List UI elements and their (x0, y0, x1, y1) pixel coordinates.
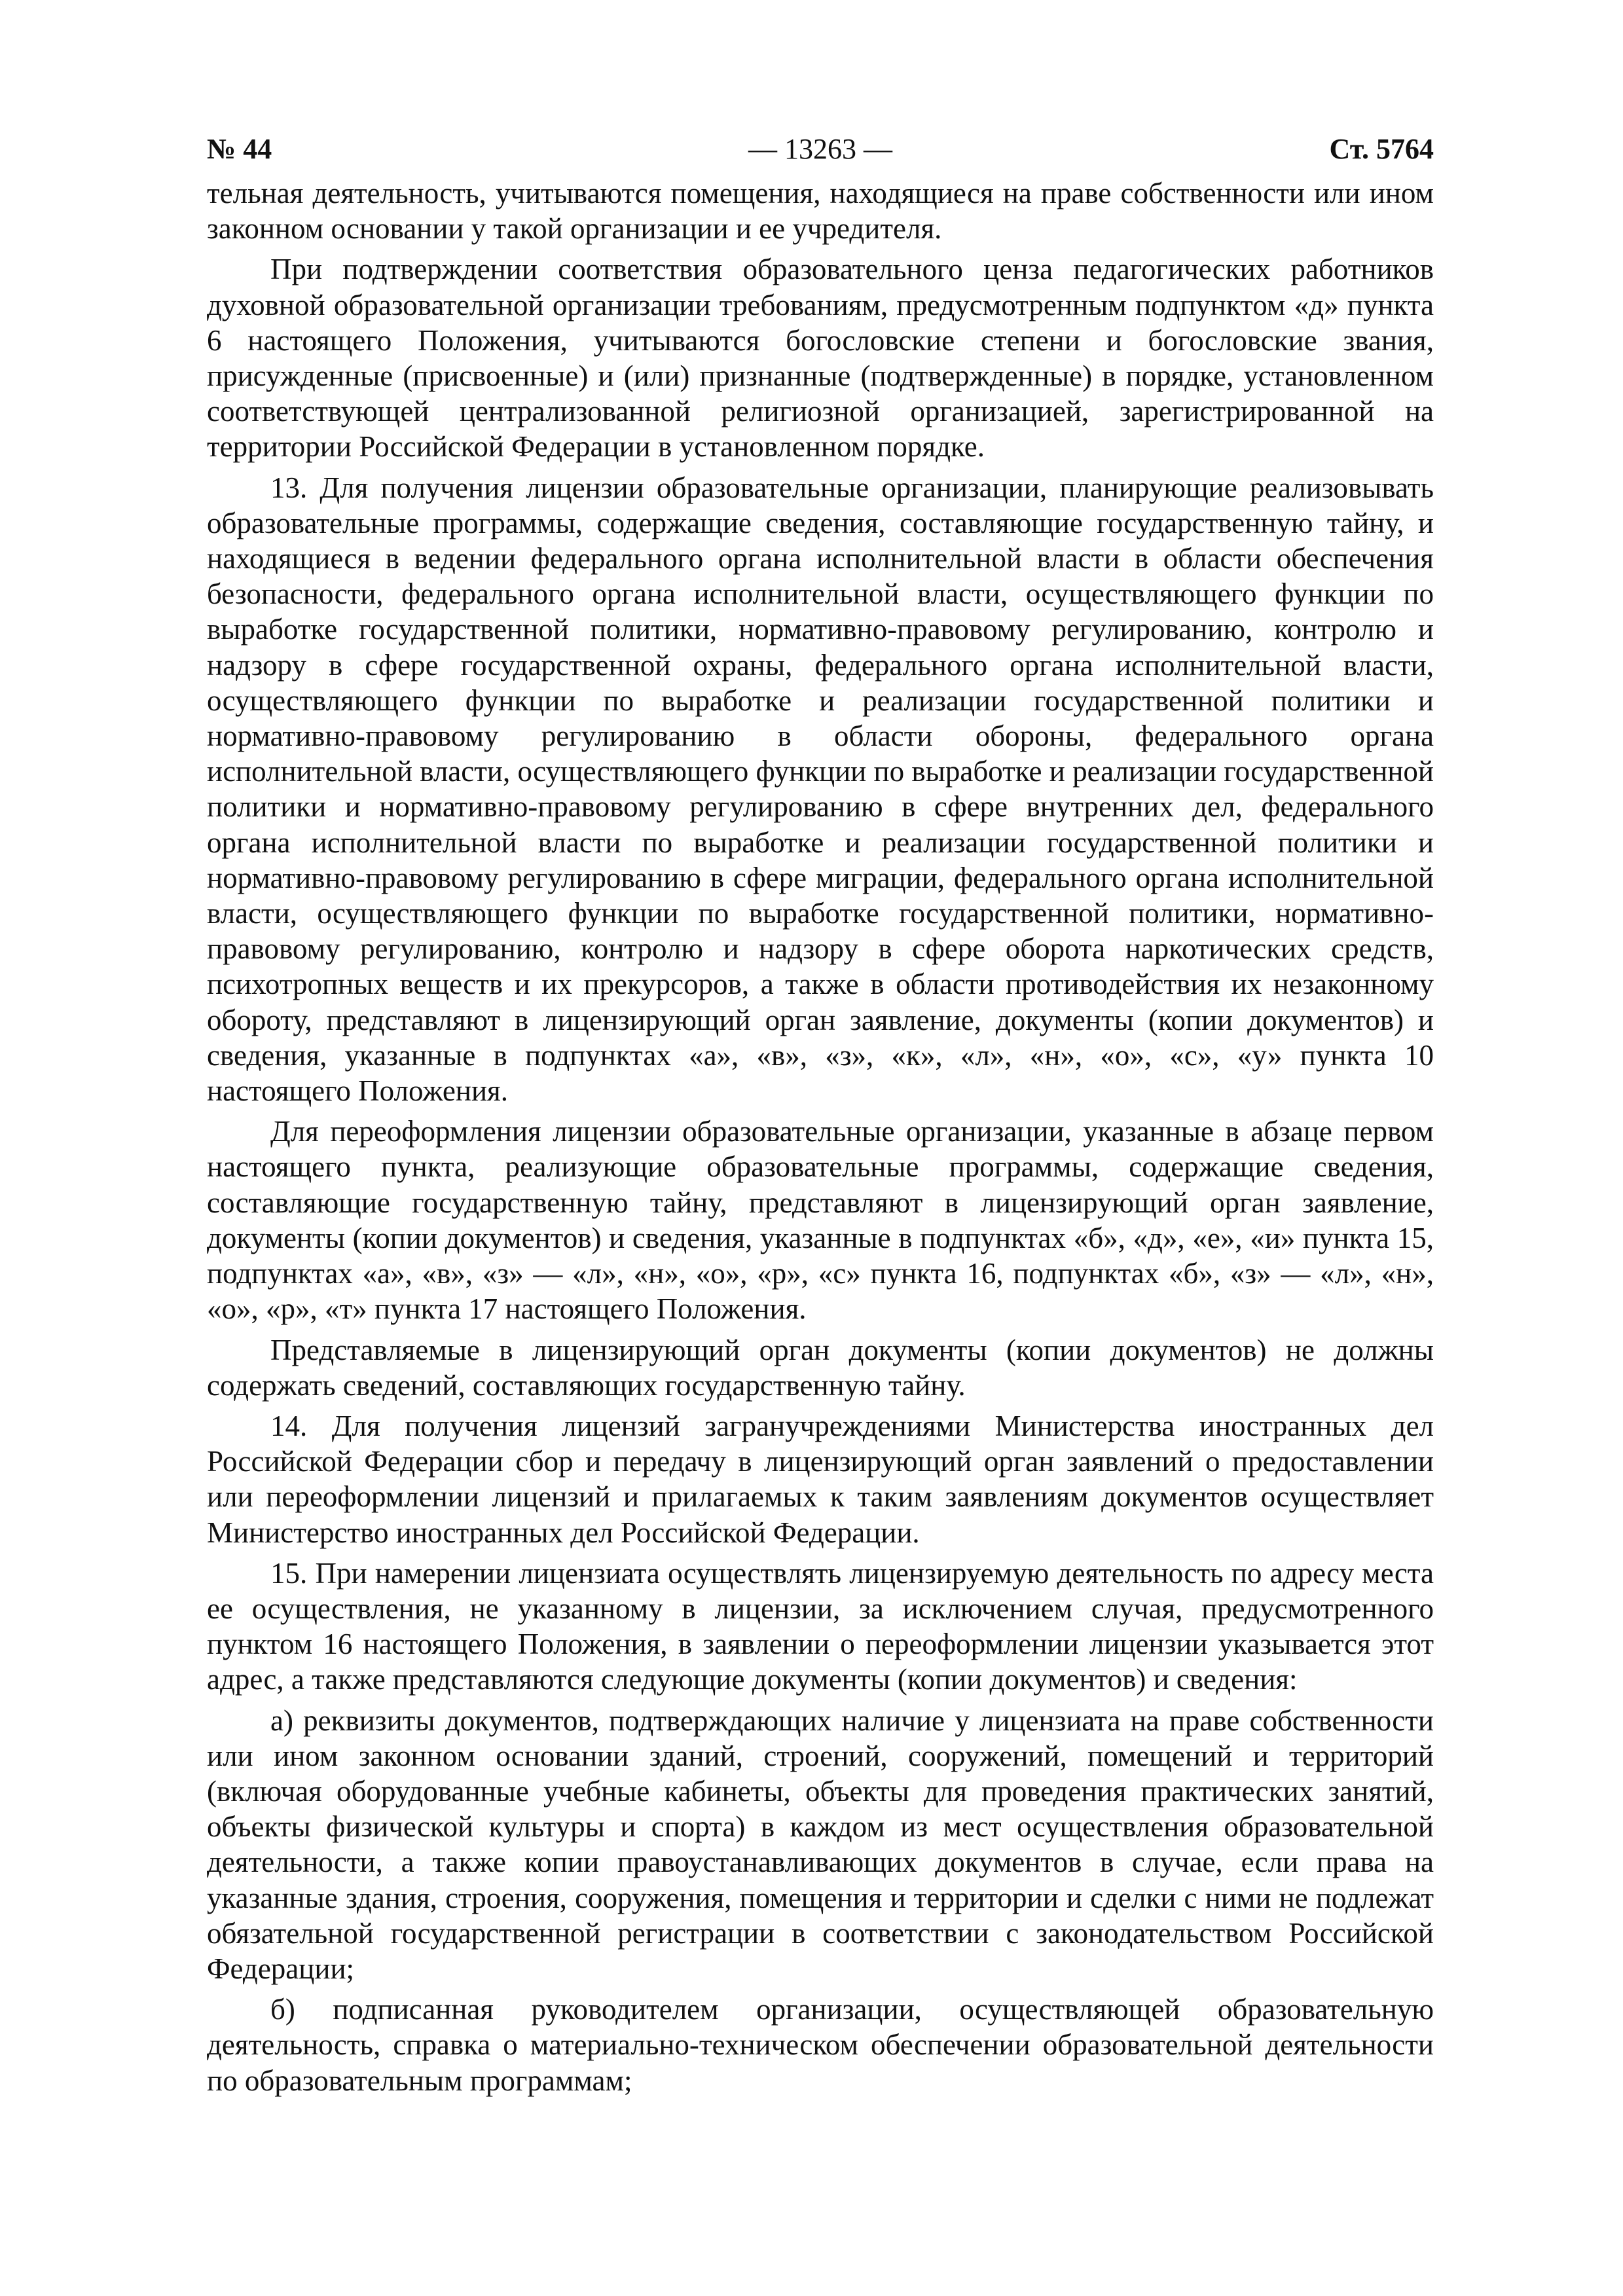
paragraph-continuation: тельная деятельность, учитываются помещения, находящиеся на праве собственности или ином законном основании у такой организации и ее учредителя. (207, 177, 1434, 246)
paragraph: При подтверждении соответствия образовательного ценза педагогических работников духовной образовательной организации требованиям, предусмотренным подпунктом «д» пункта 6 настоящего Положения, учитываются богословские степени и богословские звания, присужденные (присвоенные) и (или) признанные (подтвержденные) в порядке, установленном соответствующей централизованной религиозной организацией, зарегистрированной на территории Российской Федерации в установленном порядке. (207, 253, 1434, 464)
subitem-b: б) подписанная руководителем организации, осуществляющей образовательную деятельность, справка о материально-техническом обеспечении образовательной деятельности по образовательным программам; (207, 1993, 1434, 2097)
page-header (207, 130, 1434, 169)
paragraph-item-15: 15. При намерении лицензиата осуществлять лицензируемую деятельность по адресу места ее осуществления, не указанному в лицензии, за исключением случая, предусмотренного пунктом 16 настоящего Положения, в заявлении о переоформлении лицензии указывается этот адрес, а также представляются следующие документы (копии документов) и сведения: (207, 1556, 1434, 1696)
page-number: — 13263 — (748, 133, 892, 165)
issue-number: № 44 (207, 133, 272, 165)
paragraph-item-13: 13. Для получения лицензии образовательные организации, планирующие реализовывать образовательные программы, содержащие сведения, составляющие государственную тайну, и находящиеся в ведении федерального органа исполнительной власти в области обеспечения безопасности, федерального органа исполнительной власти, осуществляющего функции по выработке государственной политики, нормативно-правовому регулированию, контролю и надзору в сфере государственной охраны, федерального органа исполнительной власти, осуществляющего функции по выработке и реализации государственной политики и нормативно-правовому регулированию в области обороны, федерального органа исполнительной власти, осуществляющего функции по выработке и реализации государственной политики и нормативно-правовому регулированию в сфере внутренних дел, федерального органа исполнительной власти по выработке и реализации государственной политики и нормативно-правовому регулированию в сфере миграции, федерального органа исполнительной власти, осуществляющего функции по выработке государственной политики, нормативно-правовому регулированию, контролю и надзору в сфере оборота наркотических средств, психотропных веществ и их прекурсоров, а также в области противодействия их незаконному обороту, представляют в лицензирующий орган заявление, документы (копии документов) и сведения, указанные в подпунктах «а», «в», «з», «к», «л», «н», «о», «с», «у» пункта 10 настоящего Положения. (207, 471, 1434, 1108)
paragraph-item-14: 14. Для получения лицензий загранучреждениями Министерства иностранных дел Российской Федерации сбор и передачу в лицензирующий орган заявлений о предоставлении или переоформлении лицензий и прилагаемых к таким заявлениям документов осуществляет Министерство иностранных дел Российской Федерации. (207, 1409, 1434, 1549)
document-body (207, 175, 1434, 2098)
paragraph: Представляемые в лицензирующий орган документы (копии документов) не должны содержать сведений, составляющих государственную тайну. (207, 1333, 1434, 1402)
article-number: Ст. 5764 (1329, 133, 1434, 165)
subitem-a: а) реквизиты документов, подтверждающих наличие у лицензиата на праве собственности или ином законном основании зданий, строений, сооружений, помещений и территорий (включая оборудованные учебные кабинеты, объекты для проведения практических занятий, объекты физической культуры и спорта) в каждом из мест осуществления образовательной деятельности, а также копии правоустанавливающих документов в случае, если права на указанные здания, строения, сооружения, помещения и территории и сделки с ними не подлежат обязательной государственной регистрации в соответствии с законодательством Российской Федерации; (207, 1704, 1434, 1985)
paragraph: Для переоформления лицензии образовательные организации, указанные в абзаце первом настоящего пункта, реализующие образовательные программы, содержащие сведения, составляющие государственную тайну, представляют в лицензирующий орган заявление, документы (копии документов) и сведения, указанные в подпунктах «б», «д», «е», «и» пункта 15, подпунктах «а», «в», «з» — «л», «н», «о», «р», «с» пункта 16, подпунктах «б», «з» — «л», «н», «о», «р», «т» пункта 17 настоящего Положения. (207, 1115, 1434, 1326)
